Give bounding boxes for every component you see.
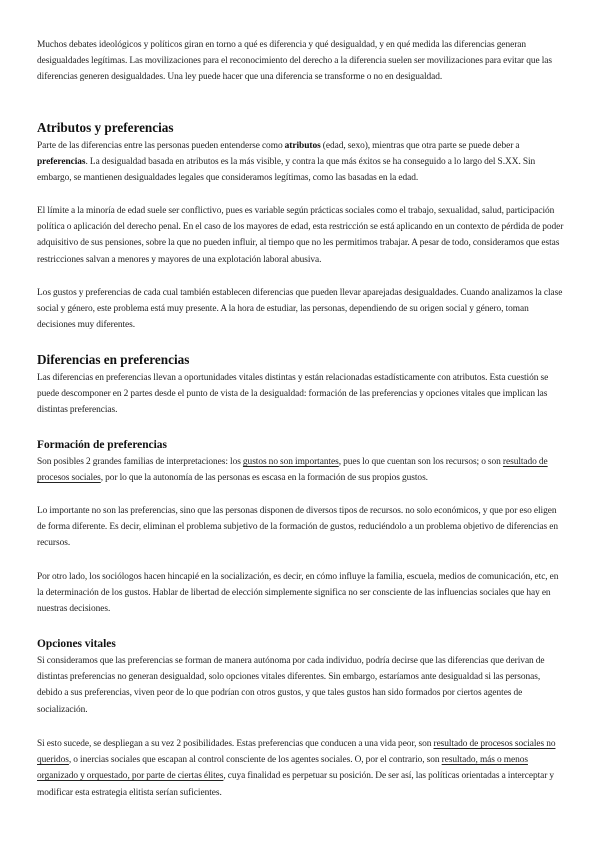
section-opciones — [37, 636, 567, 652]
heading-atributos-y-preferencias: Atributos y preferencias — [37, 120, 174, 135]
heading-opciones-vitales: Opciones vitales — [37, 638, 116, 650]
formacion-paragraph-2: Lo importante no son las preferencias, sino que las personas disponen de diversos tipos de recursos. no solo económicos, y que por eso eligen de forma diferente. Es decir, eliminan el problema subjetivo de la formación de gustos, reduciéndolo a un problema objetivo de diferencias en recursos. — [37, 506, 559, 549]
atributos-paragraph-1: Parte de las diferencias entre las personas pueden entenderse como atributos (edad, sexo), mientras que otra parte se puede deber a preferencias. La desigualdad basada en atributos es la más visible, y contra la que más éxitos se ha conseguido a lo largo del S.XX. Sin embargo, se mantienen desigualdades legales que consideramos legítimas, como las basadas en la edad. — [37, 141, 536, 184]
formacion-paragraph-3: Por otro lado, los sociólogos hacen hincapié en la socialización, es decir, en cómo influye la familia, escuela, medios de comunicación, etc, en la determinación de los gustos. Hablar de libertad de elección simplemente significa no ser consciente de las influencias sociales que hay en nuestras decisiones. — [37, 572, 559, 615]
opciones-paragraph-2: Si esto sucede, se despliegan a su vez 2 posibilidades. Estas preferencias que conducen a una vida peor, son resultado de procesos sociales no queridos, o inercias sociales que escapan al control consciente de los agentes sociales. O, por el contrario, son resultado, más o menos organizado y orquestado, por parte de ciertas élites, cuya finalidad es perpetuar su posición. De ser así, las políticas orientadas a interceptar y modificar esta estrategia elitista serían suficientes. — [37, 739, 556, 798]
term-preferencias: preferencias — [37, 157, 86, 168]
link-resultado-procesos-sociales[interactable]: resultado de procesos sociales — [37, 457, 548, 484]
heading-diferencias-en-preferencias: Diferencias en preferencias — [37, 352, 190, 367]
atributos-paragraph-2: El límite a la minoría de edad suele ser conflictivo, pues es variable según prácticas sociales como el trabajo, sexualidad, salud, participación política o aplicación del derecho penal. En el caso de los mayores de edad, esta restricción se está aplicando en un contexto de pérdida de poder adquisitivo de sus pensiones, sobre la que no pueden influir, al tiempo que no les permitimos trabajar. A pesar de todo, consideramos que estas restricciones salvan a menores y mayores de una explotación laboral abusiva. — [37, 206, 564, 265]
section-atributos — [37, 120, 567, 136]
link-procesos-sociales-no-queridos[interactable]: resultado de procesos sociales no queridos — [37, 739, 556, 766]
section-formacion — [37, 437, 567, 453]
heading-formacion-de-preferencias: Formación de preferencias — [37, 439, 167, 451]
link-gustos-no-importantes[interactable]: gustos no son importantes — [242, 457, 339, 467]
term-atributos: atributos — [284, 141, 321, 151]
intro-paragraph: Muchos debates ideológicos y políticos giran en torno a qué es diferencia y qué desigualdad, y en qué medida las diferencias generan desigualdades legítimas. Las movilizaciones para el reconocimiento del derecho a la diferencia suelen ser movilizaciones para evitar que las diferencias generen desigualdades. Una ley puede hacer que una diferencia se transforme o no en desigualdad. — [37, 40, 552, 83]
atributos-paragraph-3: Los gustos y preferencias de cada cual también establecen diferencias que pueden llevar aparejadas desigualdades. Cuando analizamos la clase social y género, este problema está muy presente. A la hora de estudiar, las personas, dependiendo de su origen social y género, toman decisiones muy diferentes. — [37, 288, 563, 331]
formacion-paragraph-1: Son posibles 2 grandes familias de interpretaciones: los gustos no son importantes, pues lo que cuentan son los recursos; o son resultado de procesos sociales, por lo que la autonomía de las personas es escasa en la formación de sus propios gustos. — [37, 457, 548, 484]
opciones-paragraph-1: Si consideramos que las preferencias se forman de manera autónoma por cada individuo, podría decirse que las diferencias que derivan de distintas preferencias no generan desigualdad, solo opciones vitales diferentes. Sin embargo, estaríamos ante desigualdad si las personas, debido a sus preferencias, viven peor de lo que podrían con otros gustos, y que tales gustos han sido formados por ciertos agentes de socialización. — [37, 656, 545, 715]
section-diferencias — [37, 352, 567, 368]
link-resultado-organizado-elites[interactable]: resultado, más o menos organizado y orquestado, por parte de ciertas élites — [37, 755, 528, 782]
diferencias-paragraph-1: Las diferencias en preferencias llevan a oportunidades vitales distintas y están relacionadas estadísticamente con atributos. Esta cuestión se puede descomponer en 2 partes desde el punto de vista de la desigualdad: formación de las preferencias y opciones vitales que implican las distintas preferencias. — [37, 373, 549, 416]
